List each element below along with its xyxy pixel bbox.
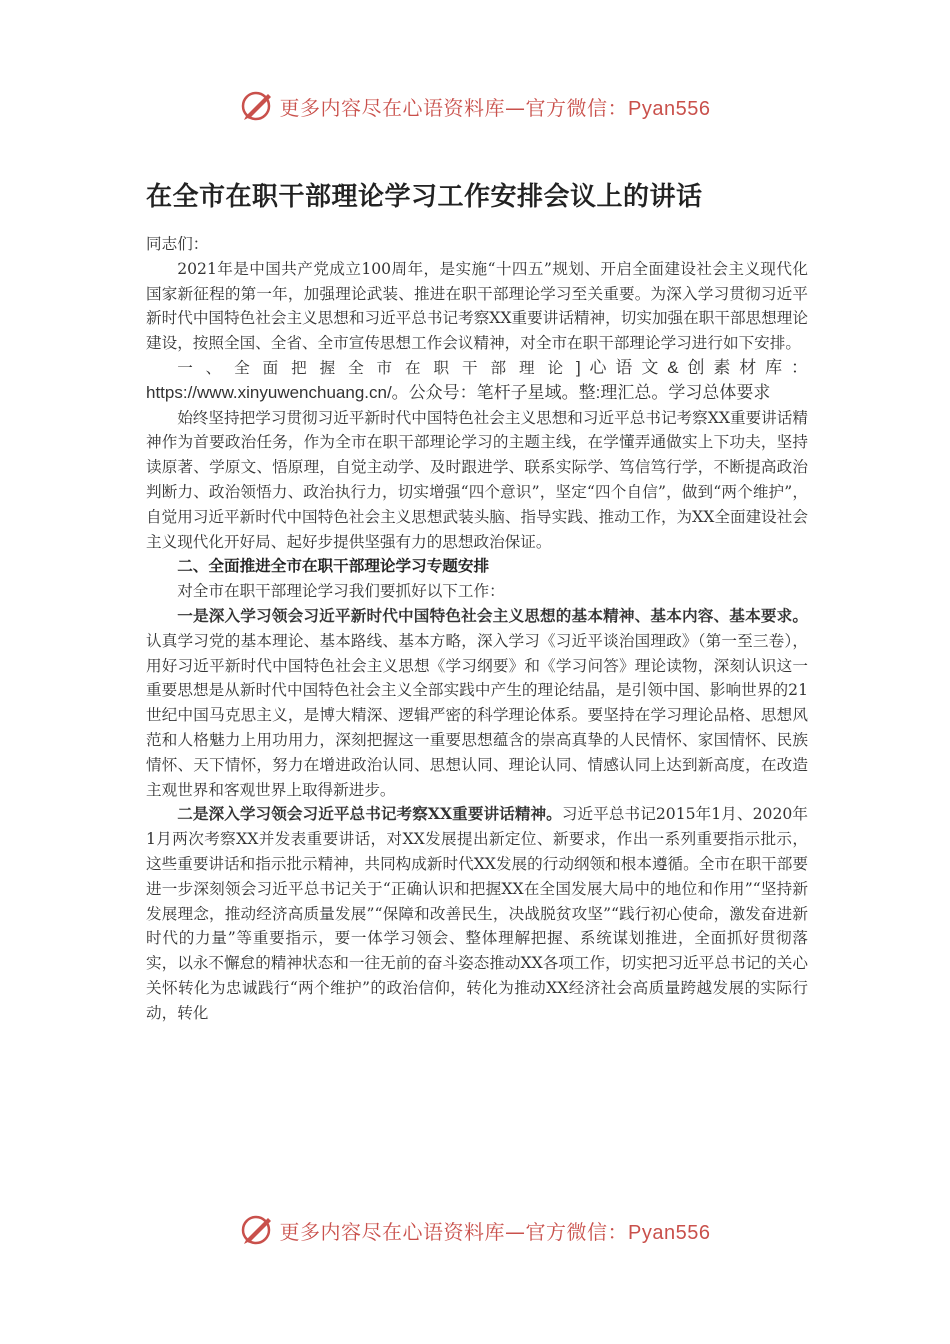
section1-heading-part: 一、全面把握全市在职干部理论 [177, 358, 576, 377]
item1-body: 认真学习党的基本理论、基本路线、基本方略，深入学习《习近平谈治国理政》（第一至三卷），用好习近平新时代中国特色社会主义思想《学习纲要》和《学习问答》理论读物，深刻认识这一重要思想是从新时代中国特色社会主义全部实践中产生的理论结晶，是引领中国、影响世界的21世纪中国马克思主义，是博大精深、逻辑严密的科学理论体系。要坚持在学习理论品格、思想风范和人格魅力上用功用力，深刻把握这一重要思想蕴含的崇高真挚的人民情怀、家国情怀、民族情怀、天下情怀，努力在增进政治认同、思想认同、理论认同、情感认同上达到新高度，在改造主观世界和客观世界上取得新进步。 [146, 631, 808, 799]
page-title: 在全市在职干部理论学习工作安排会议上的讲话 [146, 182, 703, 212]
pen-logo-icon [240, 88, 276, 124]
intro-paragraph: 2021年是中国共产党成立100周年，是实施“十四五”规划、开启全面建设社会主义现代化国家新征程的第一年，加强理论武装、推进在职干部理论学习至关重要。为深入学习贯彻习近平新时代中国特色社会主义思想和习近平总书记考察XX重要讲话精神，切实加强在职干部思想理论建设，按照全国、全省、全市宣传思想工作会议精神，对全市在职干部理论学习进行如下安排。 [146, 259, 808, 353]
section1-body: 始终坚持把学习贯彻习近平新时代中国特色社会主义思想和习近平总书记考察XX重要讲话精神作为首要政治任务，作为全市在职干部理论学习的主题主线，在学懂弄通做实上下功夫，坚持读原著、学原文、悟原理，自觉主动学、及时跟进学、联系实际学、笃信笃行学，不断提高政治判断力、政治领悟力、政治执行力，切实增强“四个意识”，坚定“四个自信”，做到“两个维护”，自觉用习近平新时代中国特色社会主义思想武装头脑、指导实践、推动工作，为XX全面建设社会主义现代化开好局、起好步提供坚强有力的思想政治保证。 [146, 408, 808, 551]
section2-lead: 对全市在职干部理论学习我们要抓好以下工作： [177, 582, 505, 601]
banner-text [280, 1216, 711, 1245]
banner-text [280, 92, 711, 121]
document-body [146, 232, 808, 1026]
banner-wechat-id: Pyan556 [628, 1221, 711, 1244]
section2-item1 [146, 604, 808, 802]
section1-inserted-text: ]心语文&创素材库：https://www.xinyuwenchuang.cn/。公众号：笔杆子星域。整:理汇总。 [146, 357, 808, 402]
item1-bold: 一是深入学习领会习近平新时代中国特色社会主义思想的基本精神、基本内容、基本要求。 [177, 605, 808, 625]
pen-logo-icon [240, 1212, 276, 1248]
banner-prefix: 更多内容尽在心语资料库—官方微信： [279, 95, 629, 120]
section1-heading [146, 356, 808, 406]
banner-wechat-id: Pyan556 [628, 97, 711, 120]
section2-item2 [146, 802, 808, 1025]
banner-prefix: 更多内容尽在心语资料库—官方微信： [279, 1219, 629, 1244]
section1-heading-tail: 学习总体要求 [668, 382, 771, 402]
item2-bold: 二是深入学习领会习近平总书记考察XX重要讲话精神。 [177, 804, 562, 824]
header-banner [0, 86, 950, 126]
footer-banner [0, 1210, 950, 1250]
section2-heading: 二、全面推进全市在职干部理论学习专题安排 [177, 556, 490, 576]
item2-body: 习近平总书记2015年1月、2020年1月两次考察XX并发表重要讲话，对XX发展提出新定位、新要求，作出一系列重要指示批示，这些重要讲话和指示批示精神，共同构成新时代XX发展的行动纲领和根本遵循。全市在职干部要进一步深刻领会习近平总书记关于“正确认识和把握XX在全国发展大局中的地位和作用”“坚持新发展理念，推动经济高质量发展”“保障和改善民生，决战脱贫攻坚”“践行初心使命，激发奋进新时代的力量”等重要指示，要一体学习领会、整体理解把握、系统谋划推进，全面抓好贯彻落实，以永不懈怠的精神状态和一往无前的奋斗姿态推动XX各项工作，切实把习近平总书记的关心关怀转化为忠诚践行“两个维护”的政治信仰，转化为推动XX经济社会高质量跨越发展的实际行动，转化 [146, 805, 808, 1022]
salutation: 同志们： [146, 235, 209, 253]
